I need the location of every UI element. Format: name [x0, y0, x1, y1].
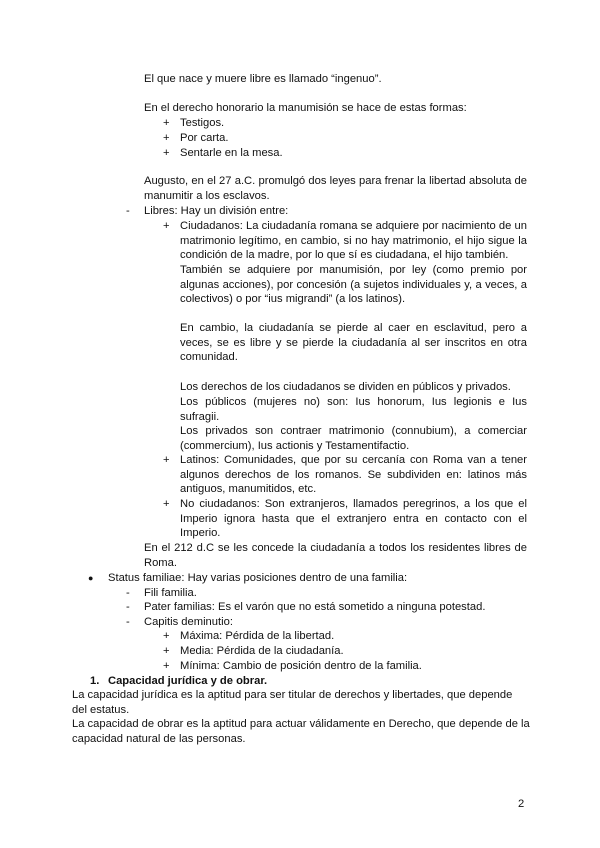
status-item-3: Capitis deminutio: — [144, 616, 233, 628]
plus-marker: + — [163, 454, 170, 466]
ano-212-text: En el 212 d.C se les concede la ciudadanía a todos los residentes libres de Roma. — [144, 542, 527, 569]
no-ciudadanos-text: No ciudadanos: Son extranjeros, llamados peregrinos, a los que el Imperio ignora hasta que el extranjero entra en contacto con el Imperio. — [180, 498, 527, 540]
capacidad-juridica-text: La capacidad jurídica es la aptitud para ser titular de derechos y libertades, que depende del estatus. — [72, 689, 513, 716]
ciudadanos-p5: Los públicos (mujeres no) son: Ius honorum, Ius legionis e Ius sufragii. — [180, 396, 527, 423]
plus-marker: + — [163, 660, 170, 672]
capitis-item-1: Máxima: Pérdida de la libertad. — [180, 630, 335, 642]
ciudadanos-p1: Ciudadanos: La ciudadanía romana se adquiere por nacimiento de un matrimonio legítimo, en cambio, si no hay matrimonio, el hijo sigue la condición de la madre, por lo que sí es ciudadana, el hijo también. — [180, 220, 527, 262]
plus-marker: + — [163, 117, 170, 129]
plus-marker: + — [163, 498, 170, 510]
augusto-text: Augusto, en el 27 a.C. promulgó dos leyes para frenar la libertad absoluta de manumitir a los esclavos. — [144, 175, 527, 202]
page-number: 2 — [518, 798, 525, 810]
libres-label: Libres: Hay un división entre: — [144, 205, 289, 217]
capitis-item-3: Mínima: Cambio de posición dentro de la familia. — [180, 660, 422, 672]
forma-item-3: Sentarle en la mesa. — [180, 147, 283, 159]
latinos-text: Latinos: Comunidades, que por su cercanía con Roma van a tener algunos derechos de los romanos. Se subdividen en: latinos más antiguos, manumitidos, etc. — [180, 454, 527, 496]
honorario-text: En el derecho honorario la manumisión se hace de estas formas: — [144, 102, 467, 114]
plus-marker: + — [163, 147, 170, 159]
plus-marker: + — [163, 630, 170, 642]
bullet-marker: ● — [88, 573, 94, 583]
status-item-2: Pater familias: Es el varón que no está sometido a ninguna potestad. — [144, 601, 486, 613]
forma-item-1: Testigos. — [180, 117, 225, 129]
ciudadanos-p4: Los derechos de los ciudadanos se dividen en públicos y privados. — [180, 381, 511, 393]
dash-marker: - — [126, 587, 130, 599]
capitis-item-2: Media: Pérdida de la ciudadanía. — [180, 645, 344, 657]
forma-item-2: Por carta. — [180, 132, 229, 144]
section-number: 1. — [90, 675, 100, 687]
ciudadanos-p3: En cambio, la ciudadanía se pierde al caer en esclavitud, pero a veces, se es libre y se pierde la ciudadanía al ser inscritos en otra comunidad. — [180, 322, 527, 364]
status-familiae-label: Status familiae: Hay varias posiciones dentro de una familia: — [108, 572, 408, 584]
ciudadanos-p2: También se adquiere por manumisión, por ley (como premio por algunas acciones), por concesión (a sujetos individuales y, a veces, a colectivos) o por “ius migrandi” (a los latinos). — [180, 264, 527, 306]
dash-marker: - — [126, 205, 130, 217]
status-item-1: Fili familia. — [144, 587, 197, 599]
dash-marker: - — [126, 616, 130, 628]
ciudadanos-p6: Los privados son contraer matrimonio (connubium), a comerciar (commercium), Ius actionis y Testamentifactio. — [180, 425, 527, 452]
dash-marker: - — [126, 601, 130, 613]
capacidad-obrar-text: La capacidad de obrar es la aptitud para actuar válidamente en Derecho, que depende de la capacidad natural de las personas. — [72, 718, 530, 745]
ingenuo-text: El que nace y muere libre es llamado “ingenuo”. — [144, 73, 382, 85]
plus-marker: + — [163, 132, 170, 144]
section-heading: Capacidad jurídica y de obrar. — [108, 675, 268, 687]
plus-marker: + — [163, 220, 170, 232]
plus-marker: + — [163, 645, 170, 657]
